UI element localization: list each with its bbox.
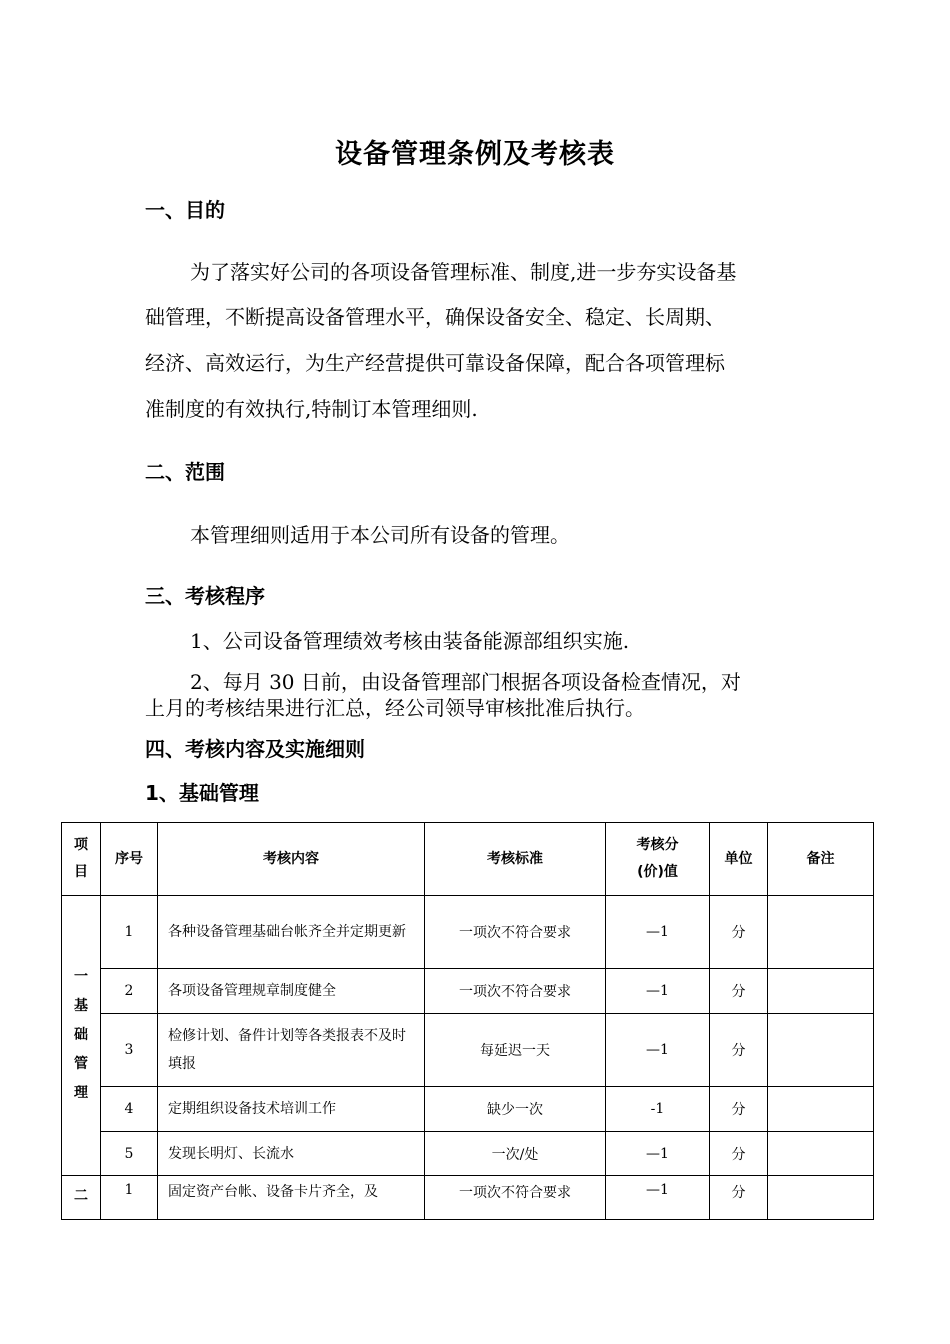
header-unit: 单位 — [710, 823, 768, 896]
cell-content: 固定资产台帐、设备卡片齐全，及 — [158, 1176, 425, 1220]
document-title: 设备管理条例及考核表 — [335, 139, 615, 170]
cell-seq: 2 — [101, 969, 158, 1014]
cell-score: —1 — [606, 969, 710, 1014]
cell-standard: 一项次不符合要求 — [425, 969, 606, 1014]
header-score — [606, 823, 710, 896]
purpose-line-1: 为了落实好公司的各项设备管理标准、制度,进一步夯实设备基 — [190, 260, 737, 284]
procedure-item-2-line-2: 上月的考核结果进行汇总，经公司领导审核批准后执行。 — [145, 696, 645, 720]
cell-content: 各项设备管理规章制度健全 — [158, 969, 425, 1014]
purpose-line-3: 经济、高效运行，为生产经营提供可靠设备保障，配合各项管理标 — [145, 351, 725, 375]
cell-remark — [768, 1176, 874, 1220]
cell-score: -1 — [606, 1087, 710, 1132]
cell-remark — [768, 1087, 874, 1132]
subsection-heading-basic-management: 1、基础管理 — [145, 781, 259, 805]
procedure-item-2-line-1: 2、每月 30 日前，由设备管理部门根据各项设备检查情况，对 — [190, 670, 741, 694]
cell-content: 检修计划、备件计划等各类报表不及时填报 — [158, 1014, 425, 1087]
cell-standard: 一项次不符合要求 — [425, 896, 606, 969]
cell-standard: 每延迟一天 — [425, 1014, 606, 1087]
cell-remark — [768, 969, 874, 1014]
group-char: 管 — [74, 1056, 88, 1072]
cell-standard: 一次/处 — [425, 1132, 606, 1176]
cell-unit: 分 — [710, 969, 768, 1014]
group-char: 基 — [74, 998, 88, 1014]
cell-score: —1 — [606, 896, 710, 969]
table-row — [62, 1087, 874, 1132]
cell-unit: 分 — [710, 896, 768, 969]
cell-score: —1 — [606, 1176, 710, 1220]
table-header-row — [62, 823, 874, 896]
section-heading-procedure: 三、考核程序 — [145, 584, 265, 608]
header-score-line-1: 考核分 — [636, 837, 679, 853]
procedure-item-1: 1、公司设备管理绩效考核由装备能源部组织实施. — [190, 629, 630, 653]
cell-remark — [768, 1132, 874, 1176]
cell-remark — [768, 1014, 874, 1087]
cell-unit: 分 — [710, 1176, 768, 1220]
cell-unit: 分 — [710, 1087, 768, 1132]
cell-seq: 1 — [101, 896, 158, 969]
section-heading-purpose: 一、目的 — [145, 198, 225, 222]
header-seq: 序号 — [101, 823, 158, 896]
group-label-second: 二 — [62, 1176, 101, 1220]
cell-standard: 缺少一次 — [425, 1087, 606, 1132]
cell-standard: 一项次不符合要求 — [425, 1176, 606, 1220]
header-remark: 备注 — [768, 823, 874, 896]
cell-content: 各种设备管理基础台帐齐全并定期更新 — [158, 896, 425, 969]
header-score-line-2: (价)值 — [637, 864, 678, 880]
assessment-table — [61, 822, 874, 1220]
header-item — [62, 823, 101, 896]
header-content: 考核内容 — [158, 823, 425, 896]
group-char: 础 — [74, 1027, 88, 1043]
cell-seq: 1 — [101, 1176, 158, 1220]
purpose-line-2: 础管理，不断提高设备管理水平，确保设备安全、稳定、长周期、 — [145, 305, 725, 329]
table-row — [62, 1132, 874, 1176]
table-row — [62, 969, 874, 1014]
cell-score: —1 — [606, 1132, 710, 1176]
section-heading-scope: 二、范围 — [145, 460, 225, 484]
header-item-line-1: 项 — [74, 837, 88, 853]
table-row — [62, 896, 874, 969]
purpose-line-4: 准制度的有效执行,特制订本管理细则. — [145, 397, 478, 421]
cell-score: —1 — [606, 1014, 710, 1087]
cell-remark — [768, 896, 874, 969]
cell-content: 发现长明灯、长流水 — [158, 1132, 425, 1176]
table-row — [62, 1014, 874, 1087]
table-row — [62, 1176, 874, 1220]
header-item-line-2: 目 — [74, 864, 88, 880]
cell-unit: 分 — [710, 1014, 768, 1087]
cell-seq: 5 — [101, 1132, 158, 1176]
group-char: 理 — [74, 1085, 88, 1101]
cell-seq: 3 — [101, 1014, 158, 1087]
group-char: 一 — [74, 969, 88, 985]
cell-unit: 分 — [710, 1132, 768, 1176]
group-label-basic-management — [62, 896, 101, 1176]
cell-content: 定期组织设备技术培训工作 — [158, 1087, 425, 1132]
section-heading-content: 四、考核内容及实施细则 — [145, 737, 365, 761]
header-standard: 考核标准 — [425, 823, 606, 896]
scope-text: 本管理细则适用于本公司所有设备的管理。 — [190, 523, 570, 547]
cell-seq: 4 — [101, 1087, 158, 1132]
